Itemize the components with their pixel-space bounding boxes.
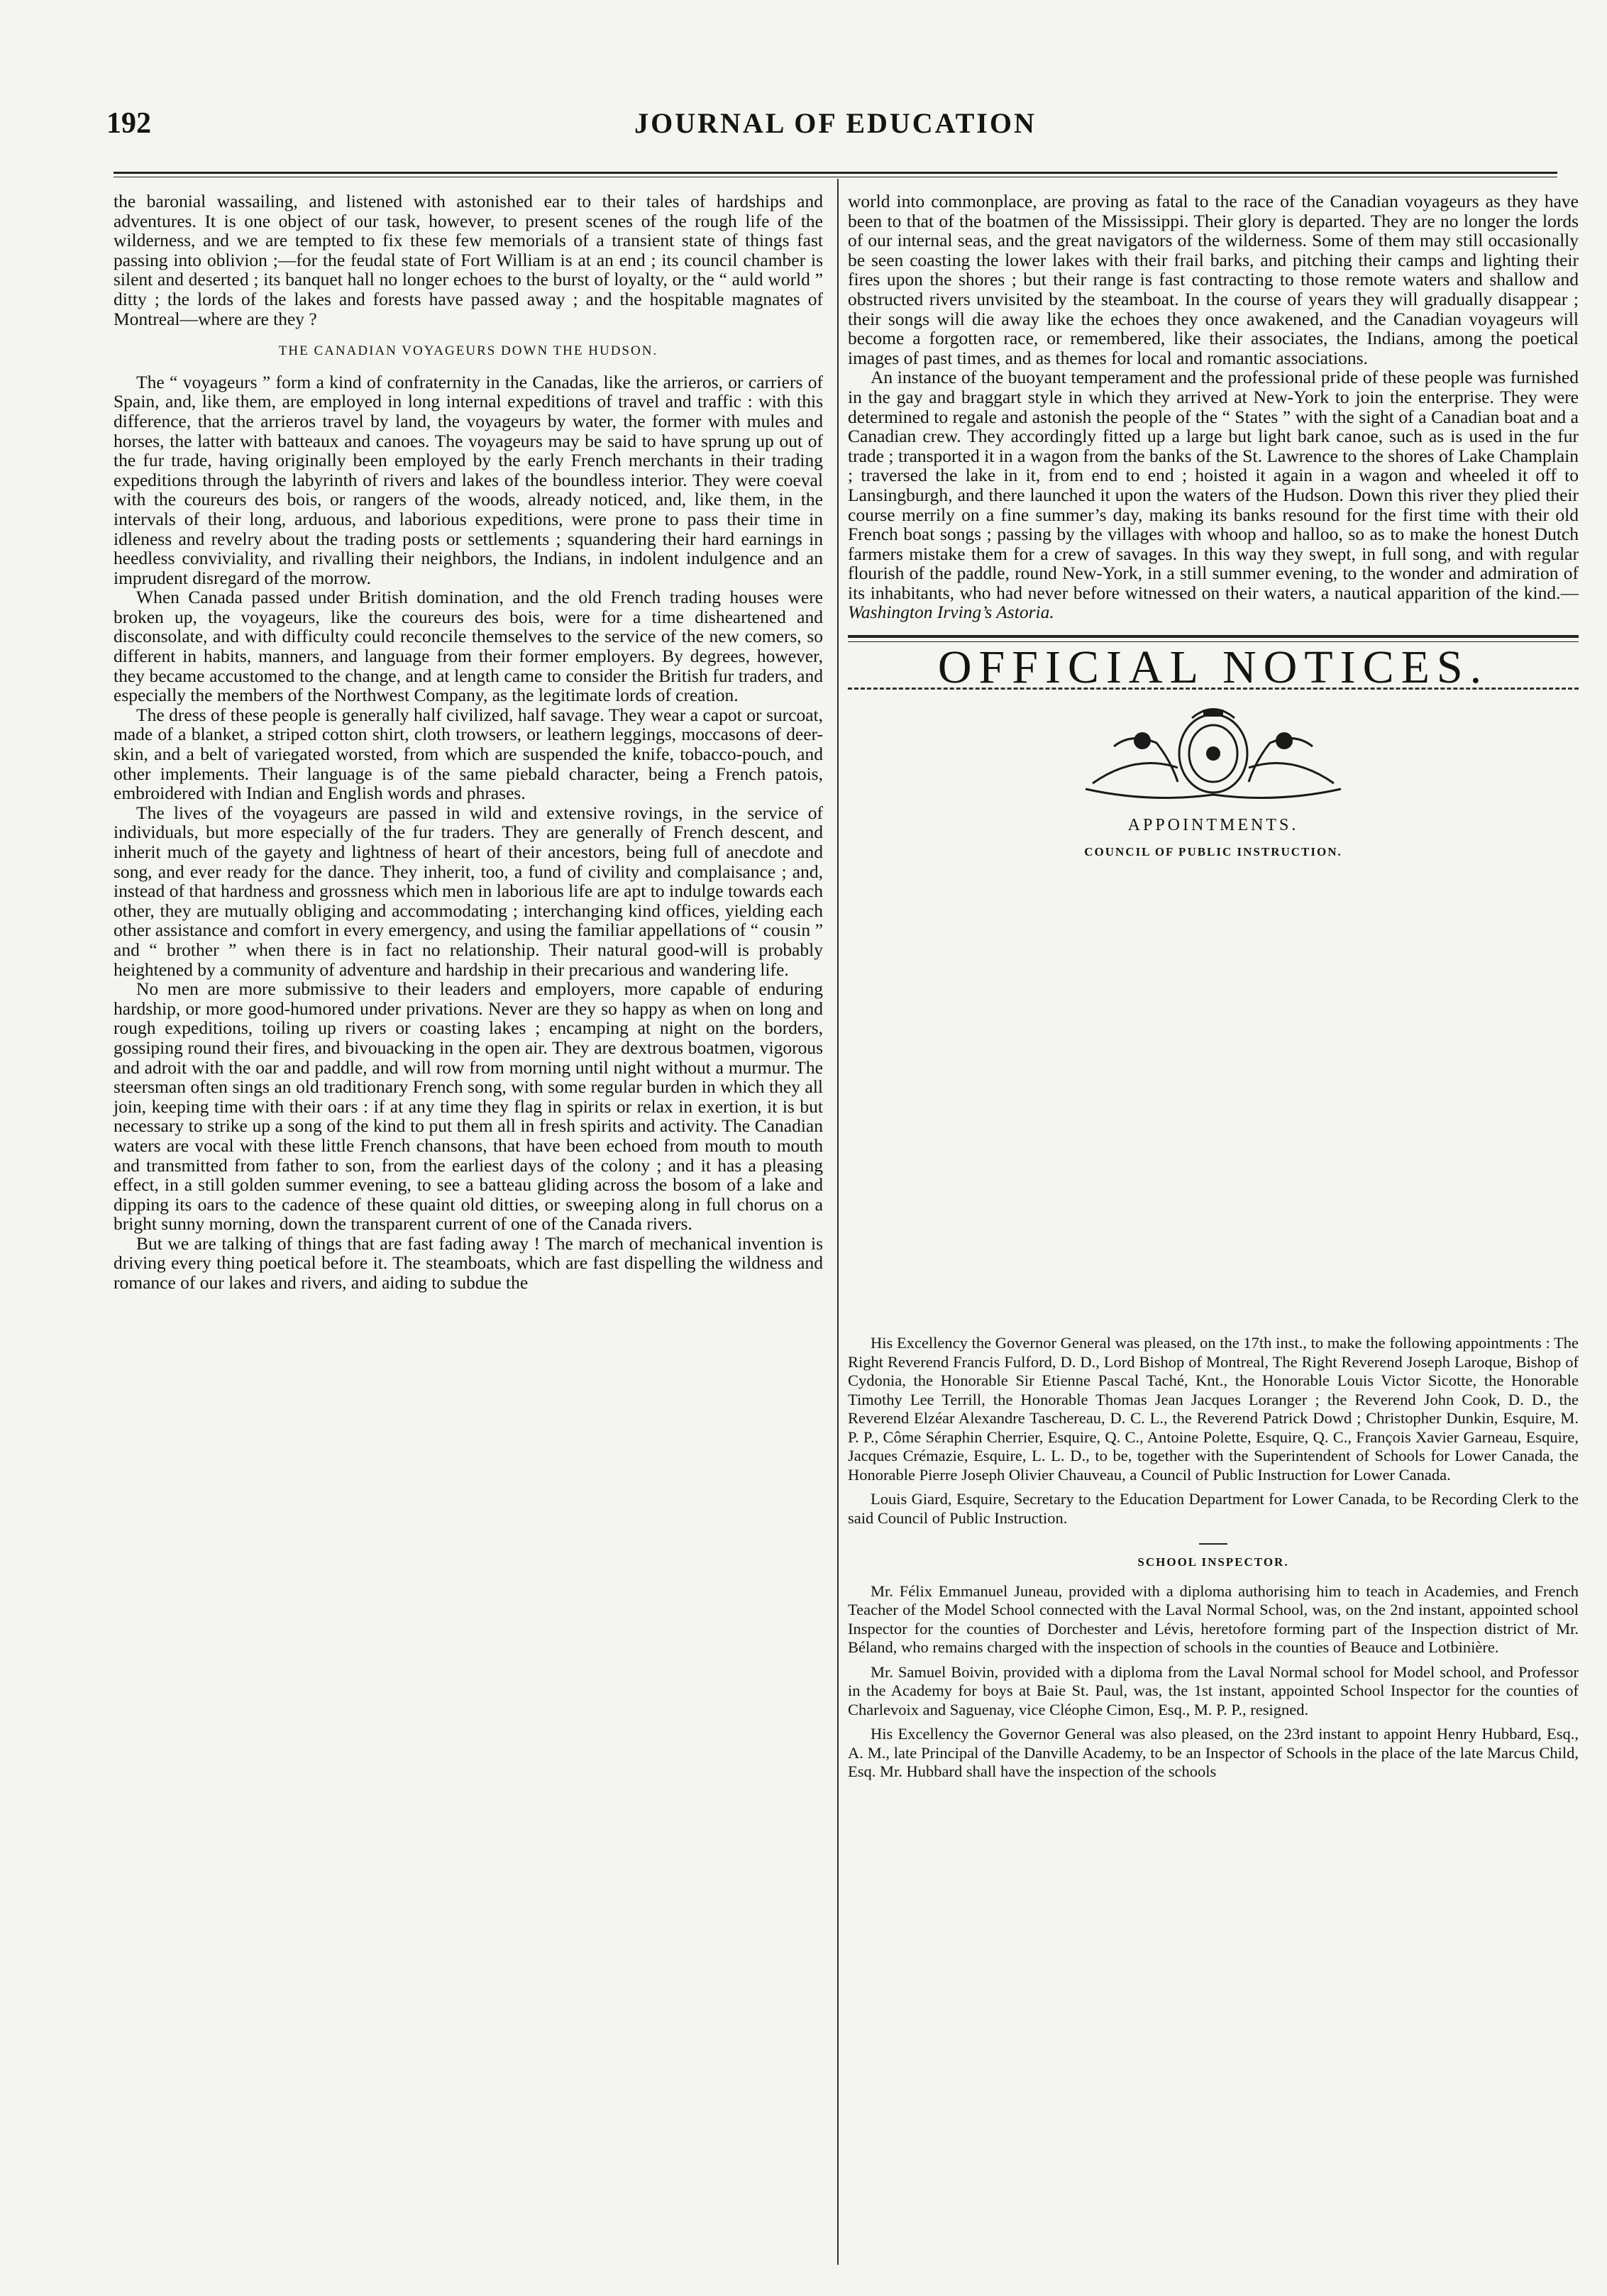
- paragraph: His Excellency the Governor General was also pleased, on the 23rd instant to appoint Henry Hubbard, Esq., A. M., late Principal of the Danville Academy, to be an Inspector of Schools in the place of the late Marcus Child, Esq. Mr. Hubbard shall have the inspection of the schools: [848, 1725, 1579, 1780]
- paragraph: Mr. Félix Emmanuel Juneau, provided with a diploma authorising him to teach in Academies, and French Teacher of the Model School connected with the Laval Normal School, was, on the 2nd instant, appointed school Inspector for the counties of Dorchester and Lévis, heretofore forming part of the Inspection district of Mr. Béland, who remains charged with the inspection of schools in the counties of Beauce and Lotbinière.: [848, 1582, 1579, 1656]
- appointments-heading: APPOINTMENTS.: [1127, 815, 1299, 834]
- school-inspector-heading: SCHOOL INSPECTOR.: [1137, 1555, 1289, 1569]
- council-heading: COUNCIL OF PUBLIC INSTRUCTION.: [1084, 845, 1342, 859]
- paragraph: When Canada passed under British domination, and the old French trading houses were broken up, the voyageurs, like the coureurs des bois, were for a time disheartened and disconsolate, and with difficulty could reconcile themselves to the service of the new comers, so different in habits, manners, and language from their former employers. By degrees, however, they became accustomed to the change, and at length came to consider the British fur traders, and especially the members of the Northwest Company, as the legitimate lords of creation.: [114, 587, 823, 706]
- paragraph: No men are more submissive to their leaders and employers, more capable of enduring hardship, or more good-humored under privations. Never are they so happy as when on long and rough expeditions, toiling up rivers or coasting lakes ; encamping at night on the borders, gossiping round their fires, and bivouacking in the open air. They are dextrous boatmen, vigorous and adroit with the oar and paddle, and will row from morning until night without a murmur. The steersman often sings an old traditionary French song, with some regular burden in which they all join, keeping time with their oars : if at any time they flag in spirits or relax in exertion, it is but necessary to strike up a song of the kind to put them all in fresh spirits and activity. The Canadian waters are vocal with these little French chansons, that have been echoed from mouth to mouth and transmitted from father to son, from the earliest days of the colony ; and it has a pleasing effect, in a still golden summer evening, to see a batteau gliding across the bosom of a lake and dipping its oars to the cadence of these quaint old ditties, or sweeping along in full chorus on a bright sunny morning, down the transparent current of one of the Canada rivers.: [114, 978, 823, 1235]
- paragraph: The dress of these people is generally half civilized, half savage. They wear a capot or surcoat, made of a blanket, a striped cotton shirt, cloth trowsers, or leathern leggings, moccasons of deer-skin, and a belt of variegated worsted, from which are suspended the knife, tobacco-pouch, and other implements. Their language is of the same piebald character, being a French patois, embroidered with Indian and English words and phrases.: [114, 704, 823, 804]
- paragraph: world into commonplace, are proving as fatal to the race of the Canadian voyageurs as they have been to that of the boatmen of the Mississippi. Their glory is departed. They are no longer the lords of our internal seas, and the great navigators of the wilderness. Some of them may still occasionally be seen coasting the lower lakes with their frail barks, and pitching their camps and lighting their fires upon the shores ; but their range is fast contracting to those remote waters and shallow and obstructed rivers unvisited by the steamboat. In the course of years they will gradually disappear ; their songs will die away like the echoes they once awakened, and the Canadian voyageurs will become a forgotten race, or remembered, like their associates, the Indians, among the poetical images of past times, and as themes for local and romantic associations.: [848, 191, 1579, 368]
- page-header: [106, 106, 1564, 163]
- paragraph-text: An instance of the buoyant temperament and the professional pride of these people was furnished in the gay and braggart style in which they arrived at New-York to join the enterprise. They were determined to regale and astonish the people of the “ States ” with the sight of a Canadian boat and a Canadian crew. They accordingly fitted up a large but light bark canoe, such as is used in the fur trade ; transported it in a wagon from the banks of the St. Lawrence to the shores of Lake Champlain ; traversed the lake in it, from end to end ; hoisted it again in a wagon and wheeled it off to Lansingburgh, and there launched it upon the waters of the Hudson. Down this river they plied their course merrily on a fine summer’s day, making its banks resound for the first time with their old French boat songs ; passing by the villages with whoop and halloo, so as to make the honest Dutch farmers mistake them for a crew of savages. In this way they swept, in full song, and with regular flourish of the paddle, round New-York, in a still summer evening, to the wonder and admiration of its inhabitants, who had never before witnessed on their waters, a nautical apparition of the kind.—: [848, 367, 1579, 603]
- official-notices-text: [848, 1334, 1579, 1787]
- right-column: [848, 192, 1579, 872]
- paragraph: The “ voyageurs ” form a kind of confraternity in the Canadas, like the arrieros, or carriers of Spain, and, like them, are employed in long internal expeditions of travel and traffic : with this difference, that the arrieros travel by land, the voyageurs by water, the former with mules and horses, the latter with batteaux and canoes. The voyageurs may be said to have sprung up out of the fur trade, having originally been employed by the early French merchants in their trading expeditions through the labyrinth of rivers and lakes of the boundless interior. They were coeval with the coureurs des bois, or rangers of the woods, already noticed, and, like them, in the intervals of their long, arduous, and laborious expeditions, were prone to pass their time in idleness and revelry about the trading posts or settlements ; squandering their hard earnings in heedless conviviality, and rivalling their neighbors, the Indians, in indolent indulgence and an imprudent disregard of the morrow.: [114, 371, 823, 588]
- paragraph: Louis Giard, Esquire, Secretary to the Education Department for Lower Canada, to be Recording Clerk to the said Council of Public Instruction.: [848, 1490, 1579, 1527]
- attribution: Washington Irving’s Astoria.: [848, 602, 1054, 623]
- paragraph: His Excellency the Governor General was pleased, on the 17th inst., to make the following appointments : The Right Reverend Francis Fulford, D. D., Lord Bishop of Montreal, The Right Reverend Joseph Laroque, Bishop of Cydonia, the Honorable Sir Etienne Pascal Taché, Knt., the Honorable Louis Victor Sicotte, the Honorable Timothy Lee Terrill, the Honorable Thomas Jean Jacques Loranger ; the Reverend John Cook, D. D., the Reverend Elzéar Alexandre Taschereau, D. C. L., the Reverend Patrick Dowd ; Christopher Dunkin, Esquire, M. P. P., Côme Séraphin Cherrier, Esquire, Q. C., Antoine Polette, Esquire, Q. C., François Xavier Garneau, Esquire, Jacques Crémazie, Esquire, L. L. D., to be, together with the Superintendent of Schools for Lower Canada, the Honorable Pierre Joseph Olivier Chauveau, a Council of Public Instruction for Lower Canada.: [848, 1334, 1579, 1484]
- paragraph: Mr. Samuel Boivin, provided with a diploma from the Laval Normal school for Model school, and Professor in the Academy for boys at Baie St. Paul, was, the 1st instant, appointed School Inspector for the counties of Charlevoix and Saguenay, vice Cléophe Cimon, Esq., M. P. P., resigned.: [848, 1662, 1579, 1718]
- paragraph: [848, 368, 1579, 622]
- paragraph: The lives of the voyageurs are passed in wild and extensive rovings, in the service of individuals, but more especially of the fur traders. They are generally of French descent, and inherit much of the gayety and lightness of heart of their ancestors, being full of anecdote and song, and ever ready for the dance. They inherit, too, a fund of civility and complaisance ; and, instead of that hardness and grossness which men in laborious life are apt to indulge towards each other, they are mutually obliging and accommodating ; interchanging kind offices, yielding each other assistance and comfort in every emergency, and using the familiar appellations of “ cousin ” and “ brother ” when there is in fact no relationship. Their natural good-will is probably heightened by a community of adventure and hardship in their precarious and wandering life.: [114, 802, 823, 980]
- header-rule: [114, 172, 1557, 177]
- running-title: JOURNAL OF EDUCATION: [634, 107, 1037, 139]
- section-heading: THE CANADIAN VOYAGEURS DOWN THE HUDSON.: [278, 343, 658, 359]
- paragraph: the baronial wassailing, and listened with astonished ear to their tales of hardships and adventures. It is one object of our task, however, to present scenes of the rough life of the wilderness, and we are tempted to fix these few memorials of a transient state of things fast passing into oblivion ;—for the feudal state of Fort William is at an end ; its council chamber is silent and deserted ; its banquet hall no longer echoes to the burst of loyalty, or the “ auld world ” ditty ; the lords of the lakes and forests have passed away ; and the hospitable magnates of Montreal—where are they ?: [114, 191, 823, 329]
- page-number: 192: [106, 107, 151, 140]
- royal-arms-emblem-icon: [1064, 704, 1362, 810]
- official-notices-title: OFFICIAL NOTICES.: [937, 641, 1489, 694]
- paragraph: But we are talking of things that are fast fading away ! The march of mechanical invention is driving every thing poetical before it. The steamboats, which are fast dispelling the wildness and romance of our lakes and rivers, and aiding to subdue the: [114, 1232, 823, 1293]
- column-divider: [837, 179, 839, 2265]
- short-dash: [1199, 1543, 1227, 1545]
- left-column: [114, 192, 823, 1293]
